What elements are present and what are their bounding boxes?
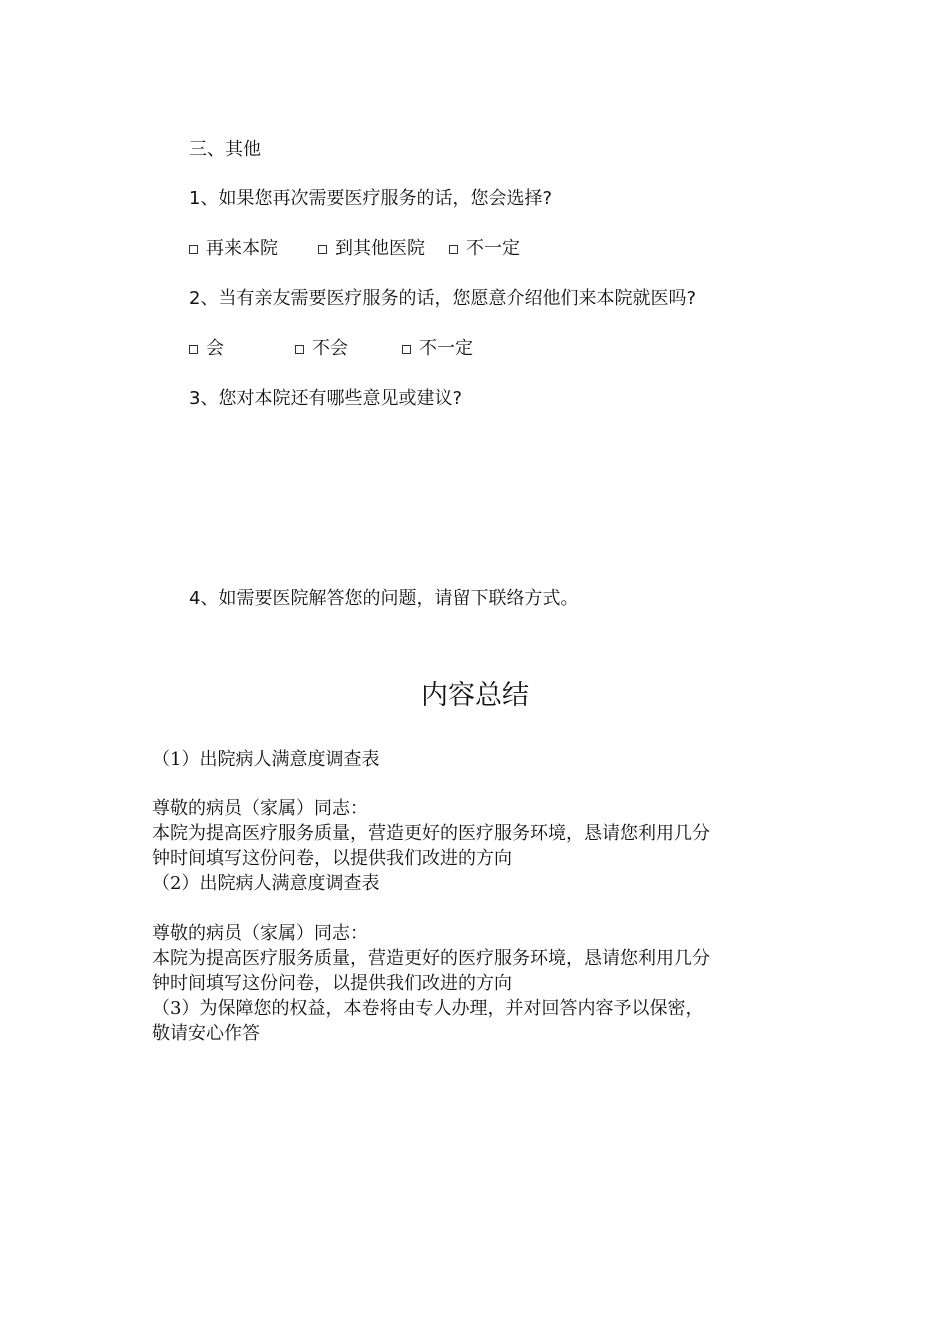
- summary-line: 本院为提高医疗服务质量，营造更好的医疗服务环境，恳请您利用几分: [152, 948, 710, 969]
- q2-option-3[interactable]: [402, 337, 473, 361]
- question-4: 4、如需要医院解答您的问题，请留下联络方式。: [189, 588, 579, 609]
- checkbox-icon[interactable]: [189, 345, 198, 354]
- summary-line: （1）出院病人满意度调查表: [152, 749, 380, 770]
- summary-line: 本院为提高医疗服务质量，营造更好的医疗服务环境，恳请您利用几分: [152, 823, 710, 844]
- summary-line: 钟时间填写这份问卷，以提供我们改进的方向: [152, 848, 512, 869]
- summary-line: 尊敬的病员（家属）同志：: [152, 798, 368, 819]
- checkbox-icon[interactable]: [295, 345, 304, 354]
- q2-option-3-label: 不一定: [419, 338, 473, 359]
- checkbox-icon[interactable]: [449, 245, 458, 254]
- q1-option-1[interactable]: [189, 237, 278, 261]
- question-2: 2、当有亲友需要医疗服务的话，您愿意介绍他们来本院就医吗?: [189, 288, 697, 309]
- q1-option-2-label: 到其他医院: [335, 238, 425, 259]
- summary-line: 钟时间填写这份问卷，以提供我们改进的方向: [152, 973, 512, 994]
- question-1: 1、如果您再次需要医疗服务的话，您会选择?: [189, 188, 553, 209]
- summary-title: 内容总结: [421, 680, 529, 711]
- summary-line: （2）出院病人满意度调查表: [152, 873, 380, 894]
- summary-line: （3）为保障您的权益，本卷将由专人办理，并对回答内容予以保密，: [152, 998, 704, 1019]
- q1-option-1-label: 再来本院: [206, 238, 278, 259]
- summary-line: 敬请安心作答: [152, 1023, 260, 1044]
- checkbox-icon[interactable]: [318, 245, 327, 254]
- section-heading: 三、其他: [189, 139, 261, 160]
- q1-option-3[interactable]: [449, 237, 520, 261]
- summary-line: 尊敬的病员（家属）同志：: [152, 923, 368, 944]
- q1-option-2[interactable]: [318, 237, 425, 261]
- checkbox-icon[interactable]: [189, 245, 198, 254]
- q2-option-1-label: 会: [206, 338, 224, 359]
- q1-option-3-label: 不一定: [466, 238, 520, 259]
- q2-option-2[interactable]: [295, 337, 348, 361]
- q2-option-1[interactable]: [189, 337, 224, 361]
- question-3: 3、您对本院还有哪些意见或建议?: [189, 388, 463, 409]
- q2-option-2-label: 不会: [312, 338, 348, 359]
- checkbox-icon[interactable]: [402, 345, 411, 354]
